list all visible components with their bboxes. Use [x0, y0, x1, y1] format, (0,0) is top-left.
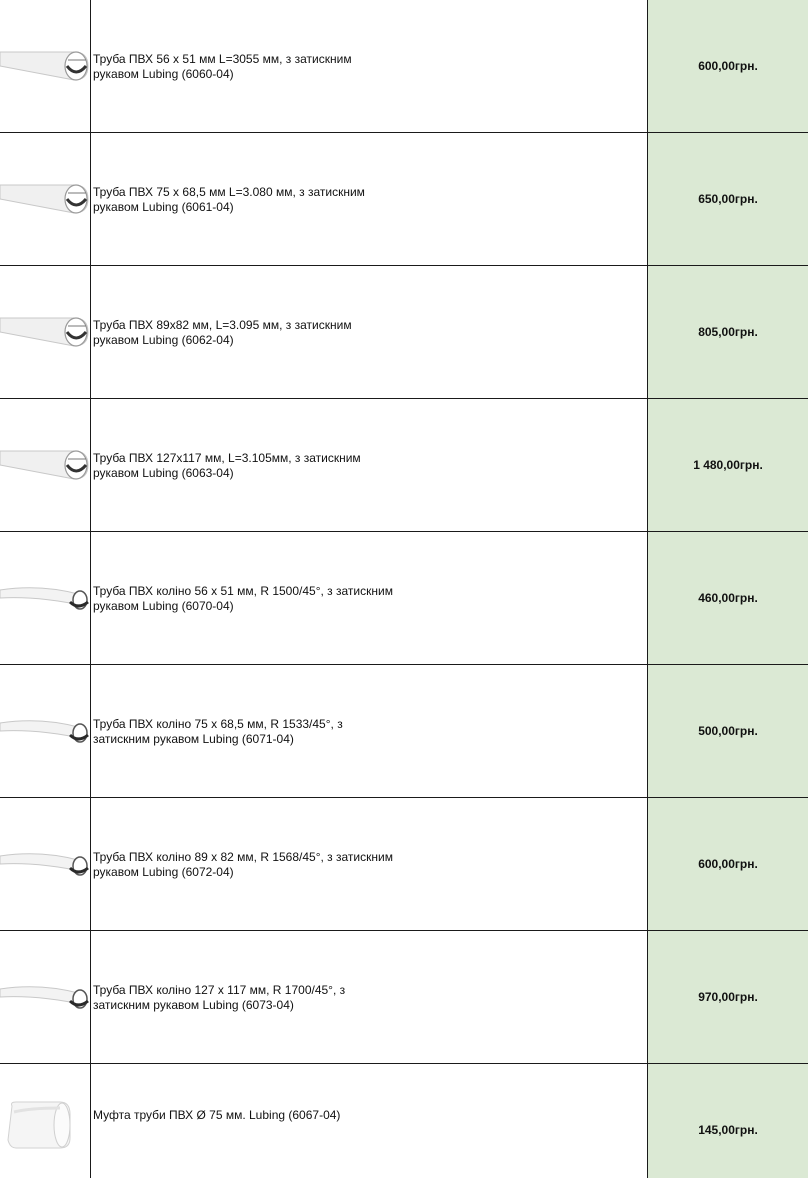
product-description: Муфта труби ПВХ Ø 75 мм. Lubing (6067-04): [93, 1108, 341, 1122]
table-row: [0, 798, 808, 931]
table-row: [0, 266, 808, 399]
price-value: 460,00грн.: [698, 591, 758, 605]
product-image: [0, 1064, 91, 1178]
description-cell: [91, 931, 648, 1063]
elbow-pipe-icon: [0, 931, 90, 1063]
straight-pipe-icon: [0, 399, 90, 531]
product-description: Труба ПВХ 89х82 мм, L=3.095 мм, з затискним рукавом Lubing (6062-04): [93, 318, 352, 347]
table-row: [0, 399, 808, 532]
table-row: [0, 532, 808, 665]
price-value: 600,00грн.: [698, 857, 758, 871]
product-image: [0, 266, 91, 398]
elbow-pipe-icon: [0, 798, 90, 930]
straight-pipe-icon: [0, 0, 90, 132]
table-row: [0, 665, 808, 798]
price-cell: [648, 399, 808, 531]
product-image: [0, 133, 91, 265]
price-value: 145,00грн.: [698, 1123, 758, 1137]
price-value: 650,00грн.: [698, 192, 758, 206]
description-cell: [91, 532, 648, 664]
description-cell: [91, 266, 648, 398]
product-image: [0, 798, 91, 930]
product-description: Труба ПВХ 75 х 68,5 мм L=3.080 мм, з затискним рукавом Lubing (6061-04): [93, 185, 365, 214]
description-cell: [91, 0, 648, 132]
product-image: [0, 0, 91, 132]
price-value: 500,00грн.: [698, 724, 758, 738]
description-cell: [91, 665, 648, 797]
price-cell: [648, 532, 808, 664]
product-description: Труба ПВХ коліно 89 х 82 мм, R 1568/45°, з затискним рукавом Lubing (6072-04): [93, 850, 393, 879]
product-image: [0, 532, 91, 664]
price-cell: [648, 1064, 808, 1178]
price-cell: [648, 798, 808, 930]
price-value: 600,00грн.: [698, 59, 758, 73]
description-cell: [91, 399, 648, 531]
table-row: [0, 0, 808, 133]
price-value: 970,00грн.: [698, 990, 758, 1004]
description-cell: [91, 1064, 648, 1178]
product-image: [0, 931, 91, 1063]
product-image: [0, 399, 91, 531]
description-cell: [91, 798, 648, 930]
price-cell: [648, 0, 808, 132]
price-cell: [648, 133, 808, 265]
product-description: Труба ПВХ коліно 56 х 51 мм, R 1500/45°, з затискним рукавом Lubing (6070-04): [93, 584, 393, 613]
straight-pipe-icon: [0, 133, 90, 265]
table-row: [0, 1064, 808, 1178]
straight-pipe-icon: [0, 266, 90, 398]
elbow-pipe-icon: [0, 665, 90, 797]
pipe-coupling-icon: [0, 1064, 90, 1178]
product-description: Труба ПВХ коліно 75 х 68,5 мм, R 1533/45°, з затискним рукавом Lubing (6071-04): [93, 717, 343, 746]
product-image: [0, 665, 91, 797]
price-cell: [648, 665, 808, 797]
price-value: 1 480,00грн.: [693, 458, 763, 472]
price-value: 805,00грн.: [698, 325, 758, 339]
product-description: Труба ПВХ 127х117 мм, L=3.105мм, з затискним рукавом Lubing (6063-04): [93, 451, 361, 480]
product-description: Труба ПВХ 56 х 51 мм L=3055 мм, з затискним рукавом Lubing (6060-04): [93, 52, 352, 81]
description-cell: [91, 133, 648, 265]
product-description: Труба ПВХ коліно 127 х 117 мм, R 1700/45°, з затискним рукавом Lubing (6073-04): [93, 983, 346, 1012]
price-cell: [648, 931, 808, 1063]
price-cell: [648, 266, 808, 398]
elbow-pipe-icon: [0, 532, 90, 664]
table-row: [0, 133, 808, 266]
table-row: [0, 931, 808, 1064]
